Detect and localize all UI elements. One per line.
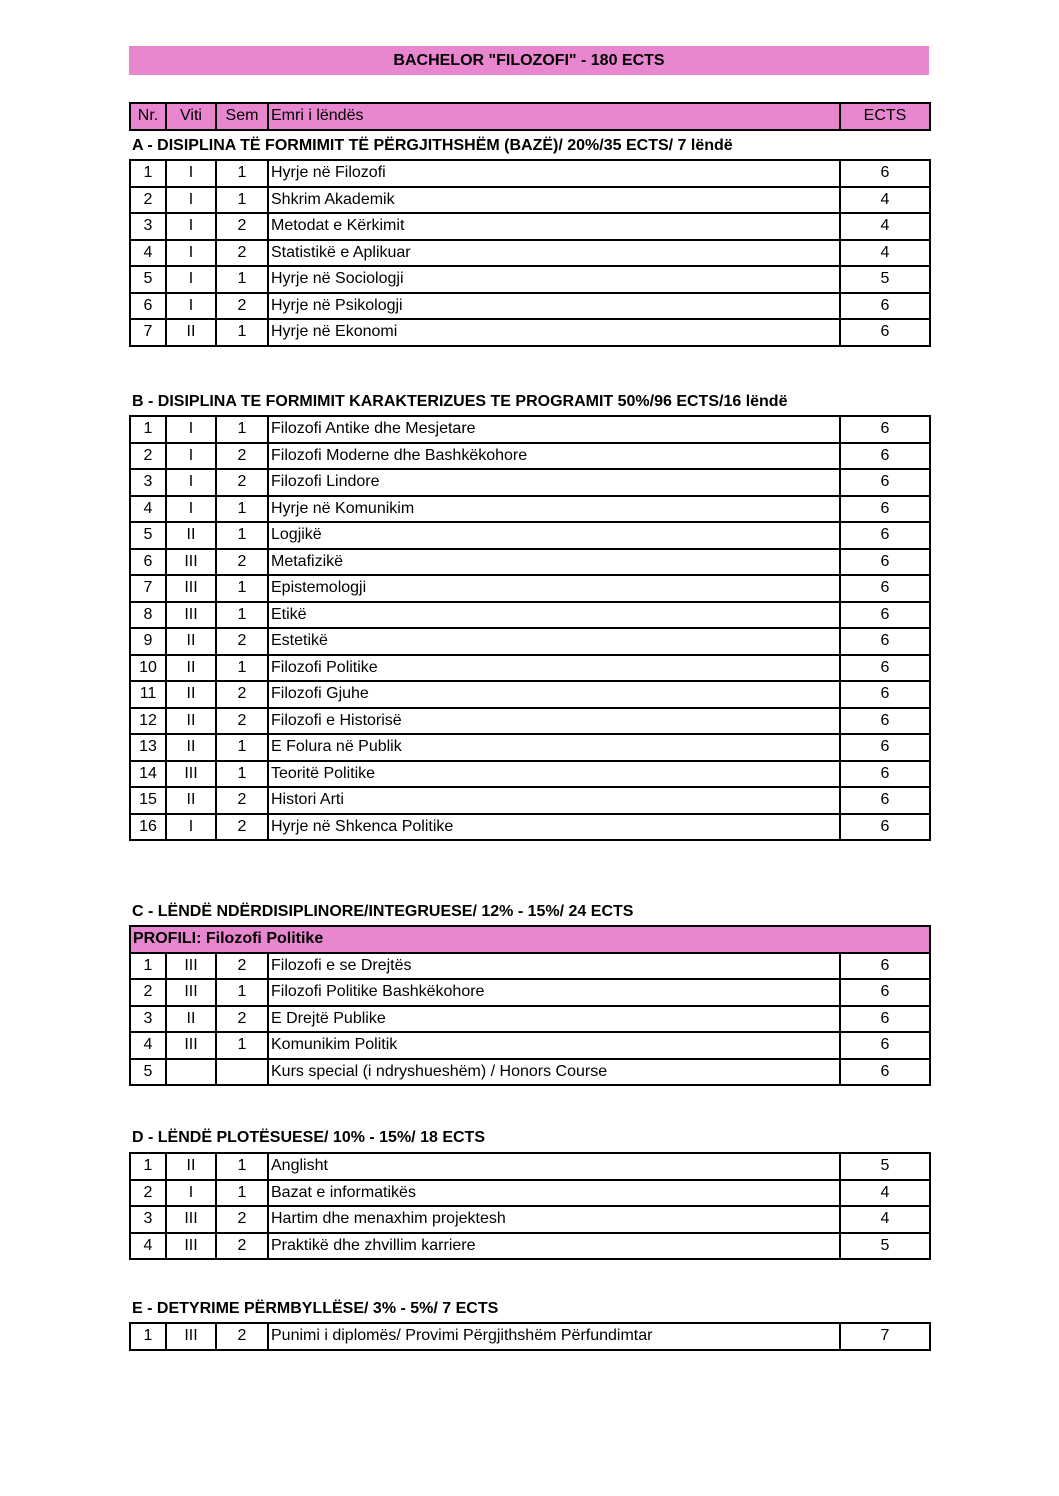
course-nr: 4 (130, 496, 166, 523)
course-nr: 5 (130, 522, 166, 549)
course-sem: 1 (216, 1153, 268, 1180)
course-ects: 6 (840, 1006, 930, 1033)
course-ects: 6 (840, 787, 930, 814)
course-nr: 6 (130, 293, 166, 320)
course-ects: 6 (840, 160, 930, 187)
course-viti: I (166, 266, 216, 293)
course-name: Logjikë (268, 522, 840, 549)
course-viti: III (166, 979, 216, 1006)
course-ects: 5 (840, 266, 930, 293)
course-viti: II (166, 787, 216, 814)
course-name: Estetikë (268, 628, 840, 655)
course-ects: 4 (840, 1180, 930, 1207)
course-sem: 2 (216, 628, 268, 655)
course-sem: 1 (216, 496, 268, 523)
course-row (130, 1153, 930, 1180)
section-c-heading: C - LËNDË NDËRDISIPLINORE/INTEGRUESE/ 12% - 15%/ 24 ECTS (132, 903, 634, 920)
course-nr: 5 (130, 1059, 166, 1086)
course-row (130, 1233, 930, 1260)
course-nr: 12 (130, 708, 166, 735)
course-row (130, 266, 930, 293)
course-name: Filozofi Gjuhe (268, 681, 840, 708)
course-name: Shkrim Akademik (268, 187, 840, 214)
profile-row (130, 926, 930, 953)
course-viti: II (166, 681, 216, 708)
course-name: Hyrje në Filozofi (268, 160, 840, 187)
course-sem: 1 (216, 187, 268, 214)
section-b-table (129, 415, 931, 841)
course-viti: III (166, 1206, 216, 1233)
course-sem: 2 (216, 953, 268, 980)
course-nr: 1 (130, 1323, 166, 1350)
course-name: Statistikë e Aplikuar (268, 240, 840, 267)
course-viti: III (166, 575, 216, 602)
course-viti: I (166, 1180, 216, 1207)
course-ects: 6 (840, 469, 930, 496)
course-name: Filozofi Antike dhe Mesjetare (268, 416, 840, 443)
course-ects: 6 (840, 575, 930, 602)
course-ects: 6 (840, 761, 930, 788)
course-row (130, 1032, 930, 1059)
course-viti (166, 1059, 216, 1086)
course-viti: II (166, 319, 216, 346)
document-title: BACHELOR "FILOZOFI" - 180 ECTS (129, 46, 929, 75)
col-header-ects: ECTS (840, 103, 930, 130)
course-row (130, 443, 930, 470)
course-row (130, 602, 930, 629)
course-nr: 3 (130, 1206, 166, 1233)
course-sem: 2 (216, 1323, 268, 1350)
col-header-nr: Nr. (130, 103, 166, 130)
course-row (130, 814, 930, 841)
course-row (130, 787, 930, 814)
course-name: Filozofi Moderne dhe Bashkëkohore (268, 443, 840, 470)
course-viti: III (166, 1323, 216, 1350)
course-sem: 2 (216, 1006, 268, 1033)
course-name: Metodat e Kërkimit (268, 213, 840, 240)
section-a-table (129, 159, 931, 347)
course-sem: 1 (216, 979, 268, 1006)
course-name: Histori Arti (268, 787, 840, 814)
course-nr: 4 (130, 240, 166, 267)
course-sem: 2 (216, 293, 268, 320)
course-ects: 6 (840, 522, 930, 549)
course-ects: 6 (840, 628, 930, 655)
course-row (130, 1006, 930, 1033)
course-row (130, 708, 930, 735)
col-header-name: Emri i lëndës (268, 103, 840, 130)
course-viti: I (166, 187, 216, 214)
course-nr: 2 (130, 1180, 166, 1207)
course-nr: 8 (130, 602, 166, 629)
course-name: Filozofi Lindore (268, 469, 840, 496)
course-name: Hartim dhe menaxhim projektesh (268, 1206, 840, 1233)
course-row (130, 1323, 930, 1350)
course-nr: 9 (130, 628, 166, 655)
course-ects: 6 (840, 1059, 930, 1086)
section-e-heading: E - DETYRIME PËRMBYLLËSE/ 3% - 5%/ 7 ECTS (132, 1300, 499, 1317)
course-row (130, 681, 930, 708)
course-viti: I (166, 293, 216, 320)
course-ects: 5 (840, 1153, 930, 1180)
course-row (130, 187, 930, 214)
course-ects: 6 (840, 416, 930, 443)
course-viti: II (166, 708, 216, 735)
section-b-heading: B - DISIPLINA TE FORMIMIT KARAKTERIZUES TE PROGRAMIT 50%/96 ECTS/16 lëndë (132, 393, 788, 410)
column-header-row (130, 103, 930, 130)
course-name: Teoritë Politike (268, 761, 840, 788)
course-sem: 2 (216, 549, 268, 576)
course-viti: I (166, 496, 216, 523)
course-viti: I (166, 240, 216, 267)
course-name: Filozofi e Historisë (268, 708, 840, 735)
course-nr: 1 (130, 160, 166, 187)
course-name: Bazat e informatikës (268, 1180, 840, 1207)
course-viti: I (166, 213, 216, 240)
course-viti: II (166, 655, 216, 682)
section-d-table (129, 1152, 931, 1260)
course-ects: 4 (840, 1206, 930, 1233)
course-sem: 2 (216, 213, 268, 240)
course-ects: 6 (840, 734, 930, 761)
course-sem: 1 (216, 160, 268, 187)
course-row (130, 522, 930, 549)
course-nr: 1 (130, 953, 166, 980)
course-ects: 6 (840, 443, 930, 470)
course-row (130, 496, 930, 523)
course-name: Filozofi Politike (268, 655, 840, 682)
course-sem: 1 (216, 266, 268, 293)
course-sem: 2 (216, 240, 268, 267)
course-sem: 2 (216, 814, 268, 841)
course-sem: 1 (216, 602, 268, 629)
course-nr: 11 (130, 681, 166, 708)
course-nr: 2 (130, 979, 166, 1006)
course-ects: 6 (840, 953, 930, 980)
course-row (130, 1206, 930, 1233)
course-row (130, 761, 930, 788)
course-viti: III (166, 953, 216, 980)
course-viti: I (166, 443, 216, 470)
section-d-heading: D - LËNDË PLOTËSUESE/ 10% - 15%/ 18 ECTS (132, 1129, 485, 1146)
course-row (130, 1059, 930, 1086)
course-viti: II (166, 522, 216, 549)
course-sem: 2 (216, 787, 268, 814)
course-viti: II (166, 734, 216, 761)
course-row (130, 240, 930, 267)
course-nr: 13 (130, 734, 166, 761)
course-row (130, 319, 930, 346)
course-nr: 2 (130, 187, 166, 214)
course-viti: I (166, 814, 216, 841)
course-name: Komunikim Politik (268, 1032, 840, 1059)
course-sem: 2 (216, 469, 268, 496)
course-sem: 1 (216, 575, 268, 602)
course-ects: 6 (840, 655, 930, 682)
course-name: Anglisht (268, 1153, 840, 1180)
course-row (130, 469, 930, 496)
course-viti: I (166, 416, 216, 443)
course-viti: II (166, 628, 216, 655)
course-name: E Drejtë Publike (268, 1006, 840, 1033)
course-name: Praktikë dhe zhvillim karriere (268, 1233, 840, 1260)
course-ects: 4 (840, 213, 930, 240)
course-nr: 7 (130, 575, 166, 602)
course-row (130, 628, 930, 655)
course-nr: 1 (130, 416, 166, 443)
header-table (129, 102, 931, 131)
course-sem: 1 (216, 1032, 268, 1059)
course-ects: 6 (840, 814, 930, 841)
col-header-sem: Sem (216, 103, 268, 130)
course-viti: III (166, 602, 216, 629)
course-nr: 3 (130, 1006, 166, 1033)
course-name: E Folura në Publik (268, 734, 840, 761)
course-sem: 1 (216, 416, 268, 443)
course-viti: II (166, 1006, 216, 1033)
course-sem: 1 (216, 522, 268, 549)
course-nr: 3 (130, 213, 166, 240)
course-ects: 6 (840, 293, 930, 320)
course-nr: 16 (130, 814, 166, 841)
course-ects: 6 (840, 979, 930, 1006)
course-nr: 6 (130, 549, 166, 576)
course-ects: 4 (840, 187, 930, 214)
course-row (130, 979, 930, 1006)
course-name: Epistemologji (268, 575, 840, 602)
course-viti: II (166, 1153, 216, 1180)
course-name: Hyrje në Sociologji (268, 266, 840, 293)
course-viti: III (166, 761, 216, 788)
course-sem: 2 (216, 708, 268, 735)
course-row (130, 655, 930, 682)
course-sem: 1 (216, 655, 268, 682)
course-name: Hyrje në Ekonomi (268, 319, 840, 346)
course-ects: 6 (840, 708, 930, 735)
course-sem: 1 (216, 734, 268, 761)
course-row (130, 293, 930, 320)
course-viti: III (166, 1032, 216, 1059)
course-ects: 4 (840, 240, 930, 267)
course-row (130, 213, 930, 240)
course-row (130, 549, 930, 576)
section-c-table (129, 925, 931, 1086)
course-viti: I (166, 469, 216, 496)
course-nr: 15 (130, 787, 166, 814)
course-ects: 6 (840, 496, 930, 523)
course-name: Etikë (268, 602, 840, 629)
course-ects: 6 (840, 1032, 930, 1059)
course-name: Kurs special (i ndryshueshëm) / Honors Course (268, 1059, 840, 1086)
course-name: Hyrje në Komunikim (268, 496, 840, 523)
course-ects: 6 (840, 602, 930, 629)
course-sem (216, 1059, 268, 1086)
course-row (130, 575, 930, 602)
course-sem: 2 (216, 681, 268, 708)
course-sem: 1 (216, 1180, 268, 1207)
course-sem: 1 (216, 319, 268, 346)
course-name: Punimi i diplomës/ Provimi Përgjithshëm Përfundimtar (268, 1323, 840, 1350)
course-ects: 7 (840, 1323, 930, 1350)
col-header-viti: Viti (166, 103, 216, 130)
course-sem: 1 (216, 761, 268, 788)
course-row (130, 1180, 930, 1207)
course-viti: III (166, 549, 216, 576)
course-viti: III (166, 1233, 216, 1260)
course-nr: 1 (130, 1153, 166, 1180)
course-viti: I (166, 160, 216, 187)
course-nr: 10 (130, 655, 166, 682)
profile-label: PROFILI: Filozofi Politike (130, 926, 930, 953)
course-nr: 4 (130, 1032, 166, 1059)
course-nr: 7 (130, 319, 166, 346)
course-nr: 4 (130, 1233, 166, 1260)
course-name: Hyrje në Psikologji (268, 293, 840, 320)
course-nr: 3 (130, 469, 166, 496)
course-name: Metafizikë (268, 549, 840, 576)
course-row (130, 416, 930, 443)
course-name: Hyrje në Shkenca Politike (268, 814, 840, 841)
course-ects: 5 (840, 1233, 930, 1260)
course-row (130, 734, 930, 761)
course-nr: 2 (130, 443, 166, 470)
course-name: Filozofi e se Drejtës (268, 953, 840, 980)
course-ects: 6 (840, 549, 930, 576)
course-ects: 6 (840, 319, 930, 346)
course-row (130, 953, 930, 980)
course-name: Filozofi Politike Bashkëkohore (268, 979, 840, 1006)
course-sem: 2 (216, 1206, 268, 1233)
course-sem: 2 (216, 443, 268, 470)
section-a-heading: A - DISIPLINA TË FORMIMIT TË PËRGJITHSHËM (BAZË)/ 20%/35 ECTS/ 7 lëndë (132, 137, 733, 154)
course-row (130, 160, 930, 187)
course-sem: 2 (216, 1233, 268, 1260)
course-nr: 14 (130, 761, 166, 788)
course-nr: 5 (130, 266, 166, 293)
section-e-table (129, 1322, 931, 1351)
course-ects: 6 (840, 681, 930, 708)
